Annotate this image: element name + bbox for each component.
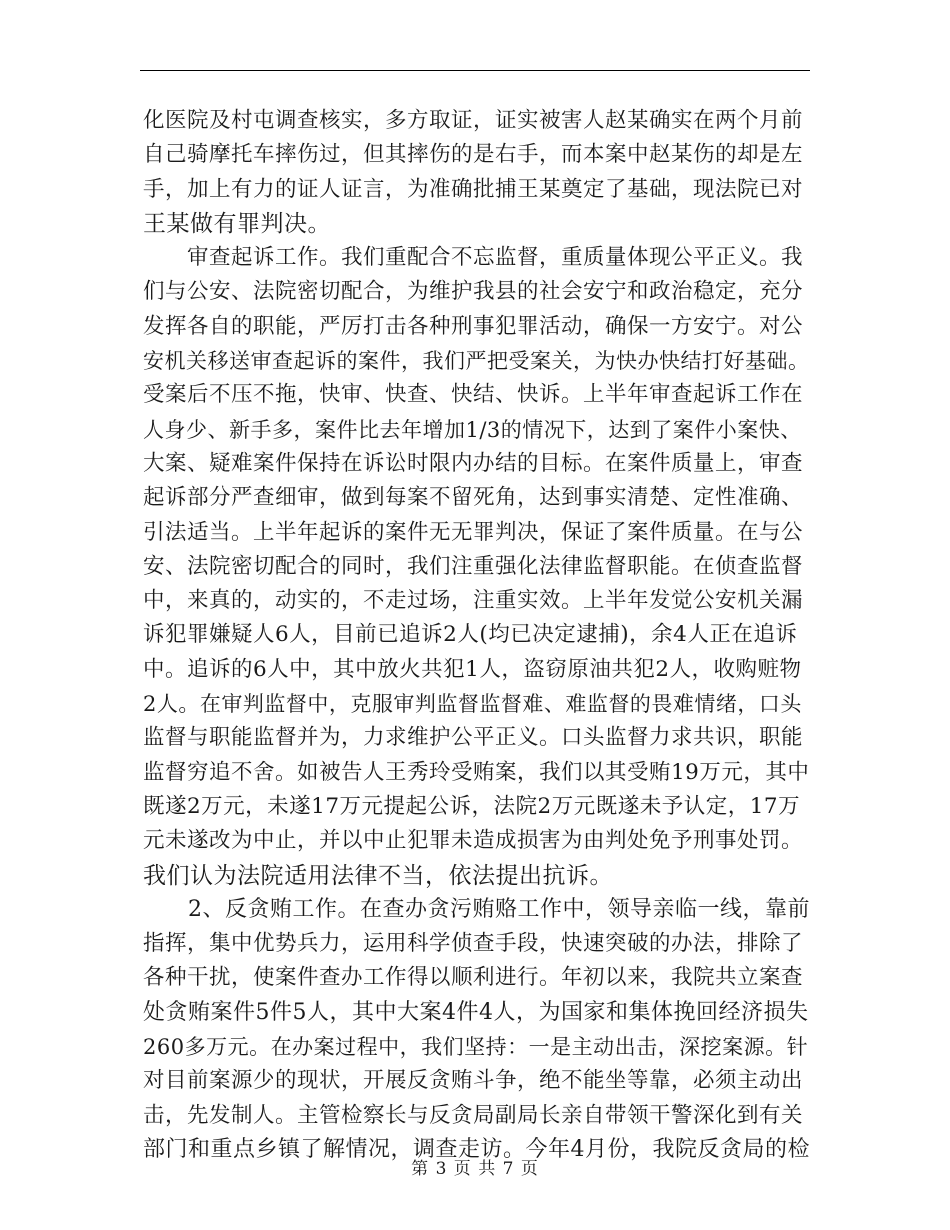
- header-rule: [140, 70, 810, 71]
- page-number-footer: 第 3 页 共 7 页: [411, 1159, 539, 1179]
- text-line: 部门和重点乡镇了解情况，调查走访。今年4月份，我院反贪局的检: [143, 1136, 810, 1162]
- text-line: 监督与职能监督并为，力求维护公平正义。口头监督力求共识，职能: [143, 725, 804, 751]
- text-line: 中，来真的，动实的，不走过场，注重实效。上半年发觉公安机关漏: [143, 588, 804, 614]
- text-line: 诉犯罪嫌疑人6人，目前已追诉2人(均已决定逮捕)，余4人正在追诉: [143, 622, 798, 648]
- text-line: 2、反贪贿工作。在查办贪污贿赂工作中，领导亲临一线，靠前: [143, 896, 810, 922]
- text-line: 元未遂改为中止，并以中止犯罪未造成损害为由判处免予刑事处罚。: [143, 828, 804, 854]
- text-line: 2人。在审判监督中，克服审判监督监督难、难监督的畏难情绪，口头: [143, 692, 802, 717]
- text-line: 处贪贿案件5件5人，其中大案4件4人，为国家和集体挽回经济损失: [143, 999, 809, 1025]
- text-line: 发挥各自的职能，严厉打击各种刑事犯罪活动，确保一方安宁。对公: [143, 313, 804, 339]
- text-line: 大案、疑难案件保持在诉讼时限内办结的目标。在案件质量上，审查: [143, 450, 804, 476]
- text-line: 我们认为法院适用法律不当，依法提出抗诉。: [143, 862, 613, 889]
- text-line: 对目前案源少的现状，开展反贪贿斗争，绝不能坐等靠，必须主动出: [143, 1068, 804, 1094]
- text-line: 指挥，集中优势兵力，运用科学侦查手段，快速突破的办法，排除了: [143, 931, 804, 957]
- text-line: 各种干扰，使案件查办工作得以顺利进行。年初以来，我院共立案查: [143, 965, 804, 991]
- text-line: 审查起诉工作。我们重配合不忘监督，重质量体现公平正义。我: [143, 245, 804, 271]
- text-line: 王某做有罪判决。: [143, 210, 331, 237]
- text-line: 安、法院密切配合的同时，我们注重强化法律监督职能。在侦查监督: [143, 553, 804, 579]
- text-line: 人身少、新手多，案件比去年增加1/3的情况下，达到了案件小案快、: [143, 417, 802, 442]
- text-line: 击，先发制人。主管检察长与反贪局副局长亲自带领干警深化到有关: [143, 1102, 804, 1128]
- text-line: 260多万元。在办案过程中，我们坚持：一是主动出击，深挖案源。针: [143, 1035, 809, 1060]
- text-line: 受案后不压不拖，快审、快查、快结、快诉。上半年审查起诉工作在: [143, 382, 804, 408]
- text-line: 引法适当。上半年起诉的案件无无罪判决，保证了案件质量。在与公: [143, 519, 804, 545]
- text-line: 既遂2万元，未遂17万元提起公诉，法院2万元既遂未予认定，17万: [143, 793, 801, 819]
- text-line: 手，加上有力的证人证言，为准确批捕王某奠定了基础，现法院已对: [143, 176, 804, 202]
- text-line: 监督穷追不舍。如被告人王秀玲受贿案，我们以其受贿19万元，其中: [143, 759, 810, 785]
- body-text: [143, 104, 811, 1167]
- text-line: 化医院及村屯调查核实，多方取证，证实被害人赵某确实在两个月前: [143, 108, 804, 133]
- text-line: 起诉部分严查细审，做到每案不留死角，达到事实清楚、定性准确、: [143, 485, 804, 511]
- text-line: 中。追诉的6人中，其中放火共犯1人，盗窃原油共犯2人，收购赃物: [143, 656, 802, 682]
- text-line: 们与公安、法院密切配合，为维护我县的社会安宁和政治稳定，充分: [143, 279, 804, 305]
- text-line: 安机关移送审查起诉的案件，我们严把受案关，为快办快结打好基础。: [143, 349, 810, 374]
- text-line: 自己骑摩托车摔伤过，但其摔伤的是右手，而本案中赵某伤的却是左: [143, 142, 804, 168]
